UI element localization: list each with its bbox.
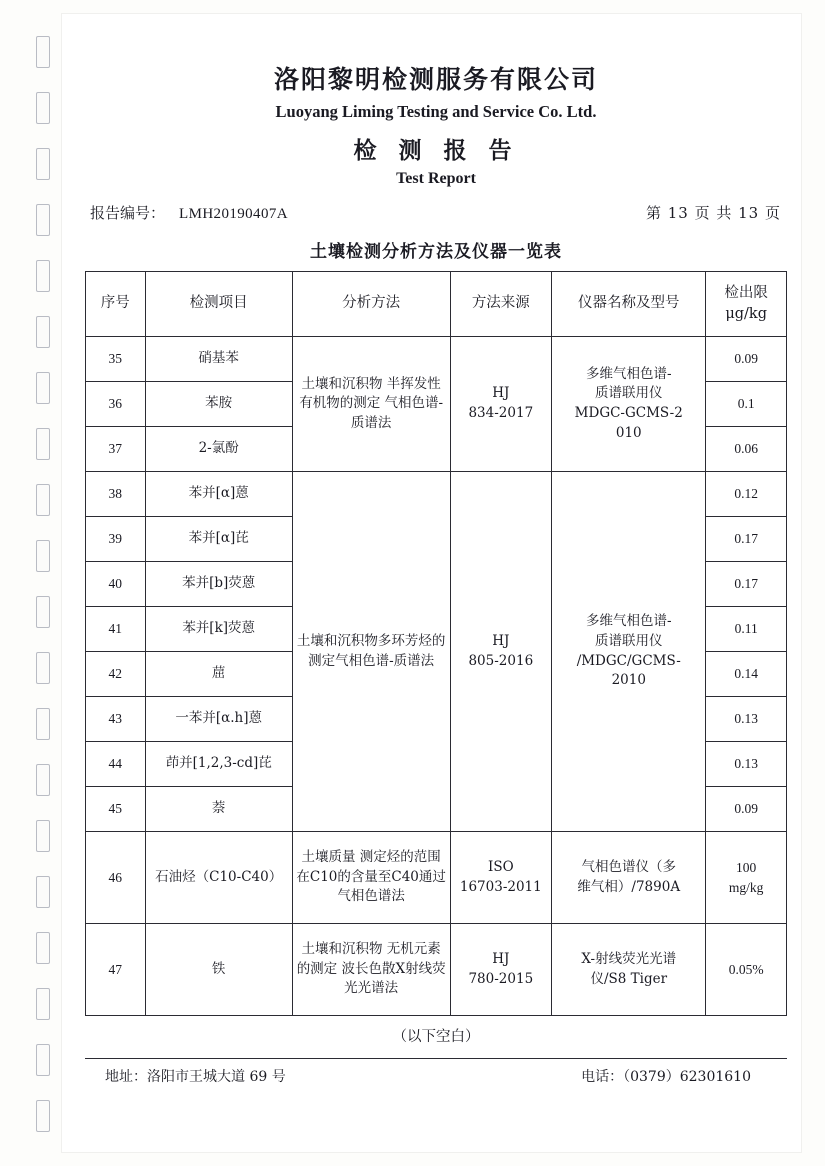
- cell-instrument-line2: 质谱联用仪: [595, 385, 663, 402]
- cell-instrument-line2: 仪/S8 Tiger: [590, 970, 668, 987]
- cell-source-line2: 16703-2011: [459, 878, 542, 895]
- cell-instrument: [552, 337, 706, 472]
- cell-source-line1: HJ: [492, 385, 510, 402]
- cell-source-line1: HJ: [492, 950, 510, 967]
- cell-item: 茚并[1,2,3-cd]芘: [145, 742, 292, 787]
- cell-item: 一苯并[α.h]蒽: [145, 697, 292, 742]
- cell-method: 土壤和沉积物 无机元素的测定 波长色散X射线荧光光谱法: [292, 924, 450, 1016]
- cell-detection-limit: 0.05%: [706, 924, 787, 1016]
- footer-address: 地址：洛阳市王城大道 69 号: [105, 1069, 286, 1085]
- cell-detection-limit-line2: mg/kg: [728, 879, 764, 895]
- cell-detection-limit: 0.09: [706, 787, 787, 832]
- cell-source: [450, 924, 552, 1016]
- cell-item: [145, 832, 292, 924]
- binding-hole: [36, 372, 50, 404]
- cell-instrument-line3: MDGC-GCMS-2: [574, 405, 683, 421]
- binding-hole: [36, 1044, 50, 1076]
- cell-instrument-line2: 维气相）/7890A: [577, 878, 681, 895]
- report-title-cn: 检 测 报 告: [353, 137, 519, 164]
- cell-item: 苯并[k]荧蒽: [145, 607, 292, 652]
- cell-no: 40: [86, 562, 146, 607]
- binding-hole: [36, 92, 50, 124]
- cell-detection-limit: 0.09: [706, 337, 787, 382]
- cell-no: 37: [86, 427, 146, 472]
- cell-source-line2: 834-2017: [468, 405, 534, 421]
- cell-instrument-line1: X-射线荧光光谱: [581, 950, 677, 967]
- methods-instruments-table: [85, 271, 787, 1016]
- company-name-cn: 洛阳黎明检测服务有限公司: [273, 65, 598, 94]
- cell-method: 土壤质量 测定烃的范围在C10的含量至C40通过气相色谱法: [292, 832, 450, 924]
- cell-item: 苯胺: [145, 382, 292, 427]
- col-header-no: 序号: [86, 272, 146, 337]
- report-number-value: LMH20190407A: [179, 206, 288, 222]
- cell-source: [450, 832, 552, 924]
- cell-no: 43: [86, 697, 146, 742]
- cell-no: 46: [86, 832, 146, 924]
- col-header-detection-limit: [706, 272, 787, 337]
- cell-no: 44: [86, 742, 146, 787]
- cell-method: 土壤和沉积物多环芳烃的测定气相色谱-质谱法: [292, 472, 450, 832]
- binding-hole: [36, 652, 50, 684]
- cell-no: 39: [86, 517, 146, 562]
- binding-hole: [36, 316, 50, 348]
- cell-no: 45: [86, 787, 146, 832]
- cell-no: 38: [86, 472, 146, 517]
- cell-method: 土壤和沉积物 半挥发性有机物的测定 气相色谱-质谱法: [292, 337, 450, 472]
- cell-instrument-line4: 2010: [611, 672, 646, 689]
- col-header-source: 方法来源: [450, 272, 552, 337]
- cell-detection-limit: 0.11: [706, 607, 787, 652]
- binding-hole: [36, 204, 50, 236]
- binding-hole: [36, 540, 50, 572]
- cell-item: 苯并[α]蒽: [145, 472, 292, 517]
- binding-hole: [36, 148, 50, 180]
- cell-no: 35: [86, 337, 146, 382]
- cell-source: [450, 337, 552, 472]
- report-meta-row: [85, 202, 787, 223]
- cell-instrument: [552, 924, 706, 1016]
- page-footer: [85, 1058, 787, 1086]
- cell-detection-limit-line1: 100: [736, 859, 757, 875]
- cell-no: 47: [86, 924, 146, 1016]
- cell-source-line2: 805-2016: [468, 652, 534, 669]
- table-title: 土壤检测分析方法及仪器一览表: [310, 242, 562, 262]
- table-header-row: [86, 272, 787, 337]
- col-header-detection-limit-line1: 检出限: [724, 284, 768, 301]
- cell-item: 萘: [145, 787, 292, 832]
- cell-instrument: [552, 832, 706, 924]
- cell-instrument-line3: /MDGC/GCMS-: [576, 652, 681, 669]
- binding-hole: [36, 36, 50, 68]
- cell-source-line1: ISO: [487, 858, 514, 875]
- binding-hole: [36, 708, 50, 740]
- cell-item-text: 石油烃（C10-C40）: [155, 868, 283, 885]
- cell-source: [450, 472, 552, 832]
- binding-hole: [36, 764, 50, 796]
- cell-detection-limit: 0.17: [706, 562, 787, 607]
- cell-instrument: [552, 472, 706, 832]
- cell-detection-limit: 0.13: [706, 742, 787, 787]
- cell-no: 42: [86, 652, 146, 697]
- company-name-en: Luoyang Liming Testing and Service Co. Ltd.: [275, 102, 597, 121]
- report-number-label: 报告编号：: [90, 204, 166, 222]
- cell-item: 铁: [145, 924, 292, 1016]
- binding-hole: [36, 932, 50, 964]
- binding-hole: [36, 260, 50, 292]
- table-row: [86, 337, 787, 382]
- page-indicator: 第 13 页 共 13 页: [645, 204, 781, 222]
- cell-item: 䓛: [145, 652, 292, 697]
- cell-no: 41: [86, 607, 146, 652]
- col-header-method: 分析方法: [292, 272, 450, 337]
- cell-source-line1: HJ: [492, 632, 510, 649]
- cell-item: 硝基苯: [145, 337, 292, 382]
- cell-item: 苯并[α]芘: [145, 517, 292, 562]
- cell-item: 苯并[b]荧蒽: [145, 562, 292, 607]
- cell-item: 2-氯酚: [145, 427, 292, 472]
- report-content: [85, 60, 787, 1086]
- report-title-en: Test Report: [396, 170, 476, 187]
- cell-instrument-line1: 多维气相色谱-: [585, 365, 672, 382]
- binding-hole: [36, 1100, 50, 1132]
- col-header-item: 检测项目: [145, 272, 292, 337]
- cell-detection-limit: 0.13: [706, 697, 787, 742]
- binding-holes-strip: [30, 22, 56, 1148]
- table-row: [86, 832, 787, 924]
- col-header-detection-limit-line2: μg/kg: [725, 306, 768, 322]
- blank-below-note: （以下空白）: [392, 1029, 480, 1045]
- table-row: [86, 472, 787, 517]
- binding-hole: [36, 428, 50, 460]
- binding-hole: [36, 876, 50, 908]
- binding-hole: [36, 596, 50, 628]
- report-number-group: [85, 202, 288, 223]
- cell-no: 36: [86, 382, 146, 427]
- cell-detection-limit: 0.1: [706, 382, 787, 427]
- cell-detection-limit: 0.17: [706, 517, 787, 562]
- cell-detection-limit: [706, 832, 787, 924]
- footer-phone: 电话：（0379）62301610: [581, 1069, 751, 1085]
- cell-instrument-line2: 质谱联用仪: [595, 632, 663, 649]
- binding-hole: [36, 820, 50, 852]
- table-row: [86, 924, 787, 1016]
- cell-instrument-line1: 多维气相色谱-: [585, 613, 672, 630]
- cell-instrument-line1: 气相色谱仪（多: [581, 858, 676, 875]
- cell-source-line2: 780-2015: [468, 970, 534, 987]
- binding-hole: [36, 988, 50, 1020]
- cell-detection-limit: 0.06: [706, 427, 787, 472]
- cell-detection-limit: 0.14: [706, 652, 787, 697]
- cell-detection-limit: 0.12: [706, 472, 787, 517]
- col-header-instrument: 仪器名称及型号: [552, 272, 706, 337]
- binding-hole: [36, 484, 50, 516]
- cell-instrument-line4: 010: [615, 424, 642, 441]
